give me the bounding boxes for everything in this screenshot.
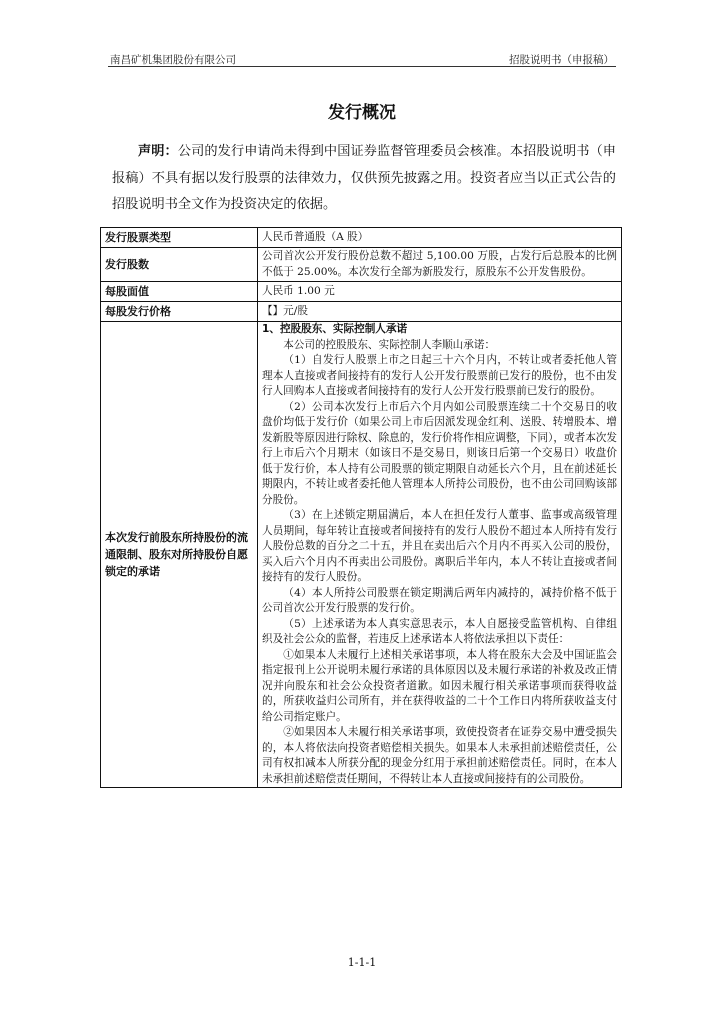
row-label: 每股发行价格 <box>101 302 258 322</box>
commitment-paragraph: （3）在上述锁定期届满后，本人在担任发行人董事、监事或高级管理人员期间，每年转让直接或者间接持有的发行人股份不超过本人所持有发行人股份总数的百分之二十五，并且在卖出后六个月内不再买入公司的股份，买入后六个月内不再卖出公司股份。离职后半年内，本人不转让直接或者间接持有的发行人股份。 <box>262 509 617 583</box>
row-value: 人民币普通股（A 股） <box>258 228 622 248</box>
table-row <box>101 228 622 248</box>
row-value: 【】元/股 <box>258 302 622 322</box>
row-value: 人民币 1.00 元 <box>258 282 622 302</box>
offering-overview-table <box>100 227 622 788</box>
page-header <box>108 50 616 67</box>
header-company: 南昌矿机集团股份有限公司 <box>110 54 236 66</box>
page-title: 发行概况 <box>328 103 396 123</box>
commitment-paragraph: （1）自发行人股票上市之日起三十六个月内，不转让或者委托他人管理本人直接或者间接持有的发行人公开发行股票前已发行的股份，也不由发行人回购本人直接或者间接持有的发行人公开发行股票前已发行的股份。 <box>262 354 617 397</box>
commitment-paragraph: 本公司的控股股东、实际控制人李顺山承诺： <box>283 338 496 351</box>
statement-label: 声明： <box>138 144 178 159</box>
page-number: 1-1-1 <box>347 956 377 969</box>
header-doc-type: 招股说明书（申报稿） <box>509 54 614 66</box>
table-row-lockup <box>101 322 622 788</box>
commitment-heading: 1、控股股东、实际控制人承诺 <box>262 323 408 335</box>
commitment-paragraph: ②如果因本人未履行相关承诺事项，致使投资者在证券交易中遭受损失的，本人将依法向投资者赔偿相关损失。如果本人未承担前述赔偿责任，公司有权扣减本人所获分配的现金分红用于承担前述赔偿责任。同时，在本人未承担前述赔偿责任期间，不得转让本人直接或间接持有的公司股份。 <box>262 726 617 785</box>
row-label: 每股面值 <box>101 282 258 302</box>
lockup-commitments <box>258 322 622 788</box>
row-label: 发行股数 <box>101 248 258 282</box>
table-row <box>101 248 622 282</box>
row-label: 发行股票类型 <box>101 228 258 248</box>
commitment-paragraph: （2）公司本次发行上市后六个月内如公司股票连续二十个交易日的收盘价均低于发行价（如果公司上市后因派发现金红利、送股、转增股本、增发新股等原因进行除权、除息的，发行价将作相应调整，下同），或者本次发行上市后六个月期末（如该日不是交易日，则该日后第一个交易日）收盘价低于发行价，本人持有公司股票的锁定期限自动延长六个月，且在前述延长期限内，不转让或者委托他人管理本人所持公司股份，也不由公司回购该部分股份。 <box>262 400 617 506</box>
statement-paragraph <box>112 139 616 219</box>
commitment-paragraph: ①如果本人未履行上述相关承诺事项，本人将在股东大会及中国证监会指定报刊上公开说明未履行承诺的具体原因以及未履行承诺的补救及改正情况并向股东和社会公众投资者道歉。如因未履行相关承诺事项而获得收益的，所获收益归公司所有，并在获得收益的二十个工作日内将所获收益支付给公司指定账户。 <box>262 648 617 723</box>
lockup-label: 本次发行前股东所持股份的流通限制、股东对所持股份自愿锁定的承诺 <box>101 322 258 788</box>
statement-text: 公司的发行申请尚未得到中国证券监督管理委员会核准。本招股说明书（申报稿）不具有据以发行股票的法律效力，仅供预先披露之用。投资者应当以正式公告的招股说明书全文作为投资决定的依据。 <box>112 144 616 212</box>
commitment-paragraph: （4）本人所持公司股票在锁定期满后两年内减持的，减持价格不低于公司首次公开发行股票的发行价。 <box>262 586 617 614</box>
table-row <box>101 282 622 302</box>
row-value: 公司首次公开发行股份总数不超过 5,100.00 万股，占发行后总股本的比例不低于 25.00%。本次发行全部为新股发行，原股东不公开发售股份。 <box>258 248 622 282</box>
commitment-paragraph: （5）上述承诺为本人真实意思表示，本人自愿接受监管机构、自律组织及社会公众的监督，若违反上述承诺本人将依法承担以下责任： <box>262 617 617 645</box>
table-row <box>101 302 622 322</box>
